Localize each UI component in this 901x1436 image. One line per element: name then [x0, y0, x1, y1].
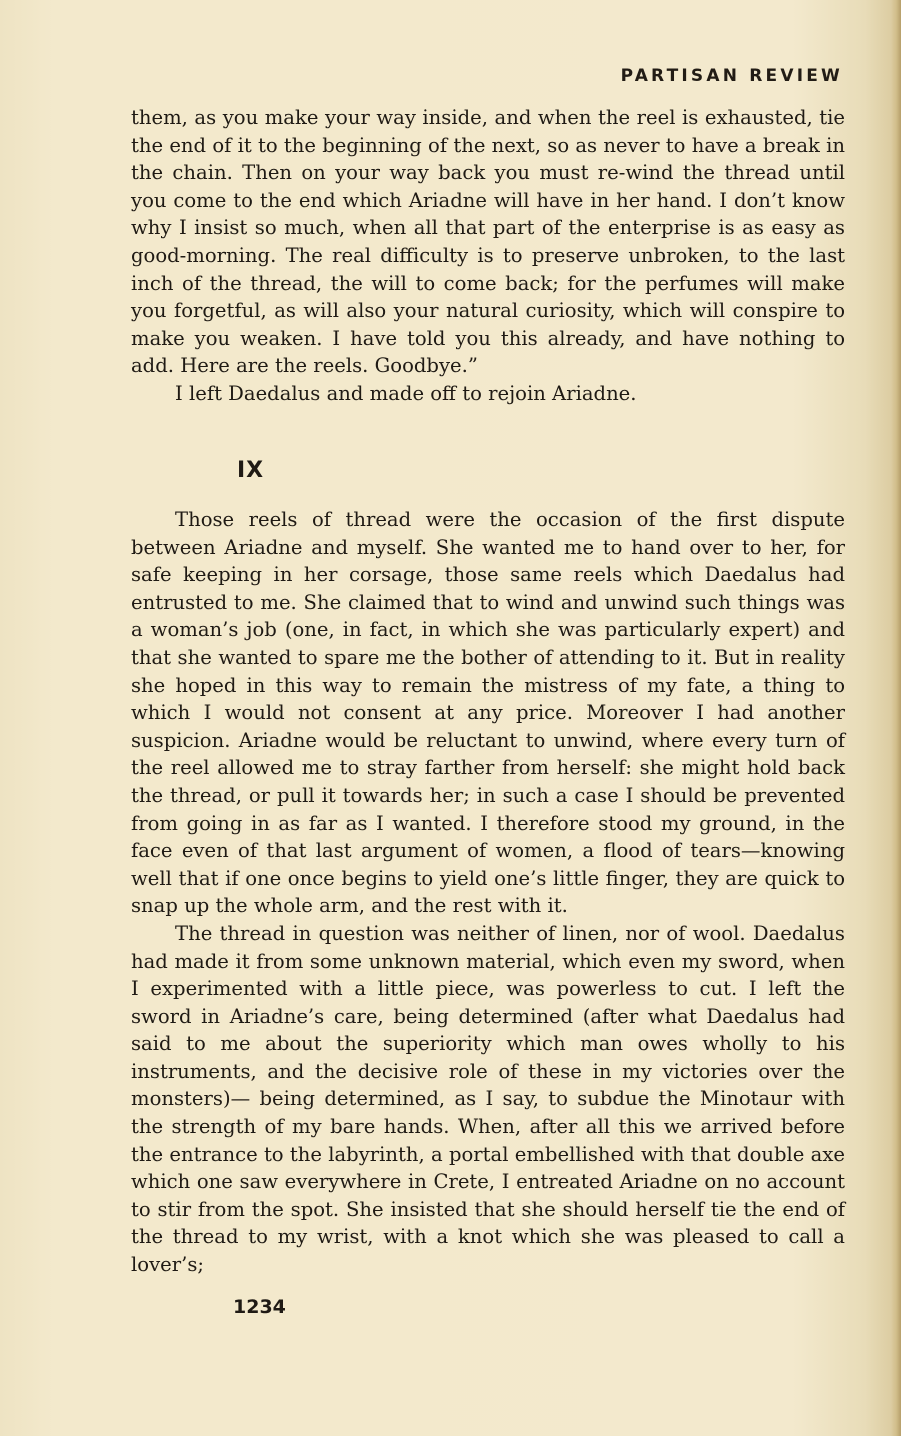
body-text-top — [131, 104, 845, 408]
section-paragraph-1: Those reels of thread were the occasion of the first dispute between Ariadne and myself. She wanted me to hand over to her, for safe keeping in her corsage, those same reels which Daedalus had entrusted to me. She claimed that to wind and unwind such things was a woman’s job (one, in fact, in which she was particularly expert) and that she wanted to spare me the bother of attending to it. But in reality she hoped in this way to remain the mistress of my fate, a thing to which I would not consent at any price. Moreover I had another suspicion. Ariadne would be reluctant to unwind, where every turn of the reel allowed me to stray farther from herself: she might hold back the thread, or pull it towards her; in such a case I should be prevented from going in as far as I wanted. I therefore stood my ground, in the face even of that last argument of women, a flood of tears—knowing well that if one once begins to yield one’s little finger, they are quick to snap up the whole arm, and the rest with it. — [131, 508, 845, 918]
page-gutter-shadow — [891, 0, 901, 1436]
continuation-paragraph: them, as you make your way inside, and when the reel is exhausted, tie the end of it to the beginning of the next, so as never to have a break in the chain. Then on your way back you must re-wind the thread until you come to the end which Ariadne will have in her hand. I don’t know why I insist so much, when all that part of the enterprise is as easy as good-morning. The real difficulty is to preserve unbroken, to the last inch of the thread, the will to come back; for the perfumes will make you forgetful, as will also your natural curiosity, which will conspire to make you weaken. I have told you this already, and have nothing to add. Here are the reels. Goodbye.” — [131, 106, 845, 378]
page-number: 1234 — [233, 1296, 286, 1318]
section-paragraph-2: The thread in question was neither of linen, nor of wool. Daedalus had made it from some unknown material, which even my sword, when I experimented with a little piece, was powerless to cut. I left the sword in Ariadne’s care, being determined (after what Daedalus had said to me about the superiority which man owes wholly to his instruments, and the decisive role of these in my victories over the monsters)— being determined, as I say, to subdue the Minotaur with the strength of my bare hands. When, after all this we arrived before the entrance to the labyrinth, a portal embellished with that double axe which one saw everywhere in Crete, I entreated Ariadne on no account to stir from the spot. She insisted that she should herself tie the end of the thread to my wrist, with a knot which she was pleased to call a lover’s; — [131, 921, 845, 1277]
body-text-section — [131, 506, 845, 1279]
running-head: PARTISAN REVIEW — [620, 66, 843, 86]
section-heading: IX — [237, 458, 265, 483]
short-paragraph: I left Daedalus and made off to rejoin Ariadne. — [175, 381, 637, 405]
